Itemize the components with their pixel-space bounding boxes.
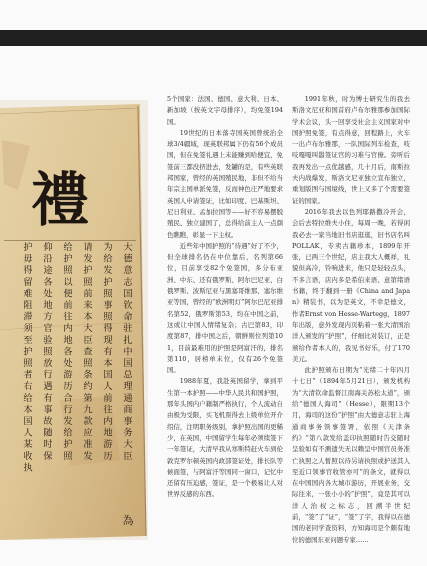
paragraph: 此护照颁布日期为“光绪二十年四月十七日”（1894年5月21日），颁发机构为“大清钦命监督江南海关苏松太道”，颁给“德国人海司”（Hesse），限期13个月，海司的这份“护照”由大德意志驻上海通商事务领事签署，依照《天津条约》“第八款发给盖印执照随时告交随时呈验如有不测遗失无以赖呈中国官员务准亡执照之人暂照以待另请执照或护送其人至近口领事官收管亦可”的条文，就得以在中国国内各大城市游历，开展业务，交际往来，一张小小的“护照”，竟是其可以洋人治权之标志，回溯半世纪前，“签”了“证”，“签”了字，我得以在德国的老同学查资料，方知海司是个颇有地位的德国东亚问题专家……	[292, 366, 410, 544]
svg-text:发: 发	[83, 253, 93, 265]
svg-text:地: 地	[43, 300, 53, 311]
svg-text:第: 第	[83, 392, 93, 404]
svg-text:有: 有	[43, 392, 53, 404]
svg-text:臣: 臣	[83, 334, 93, 346]
svg-text:随: 随	[43, 427, 53, 439]
svg-text:约: 约	[83, 381, 93, 393]
svg-text:有: 有	[103, 346, 113, 358]
svg-text:大: 大	[123, 439, 133, 451]
svg-text:事: 事	[123, 416, 133, 427]
svg-text:臣: 臣	[123, 450, 133, 462]
svg-text:现: 现	[103, 334, 113, 346]
svg-text:某: 某	[23, 439, 33, 451]
svg-text:给: 给	[63, 242, 73, 253]
document-text-column	[43, 241, 53, 462]
svg-text:方: 方	[43, 311, 53, 323]
svg-text:右: 右	[23, 381, 33, 393]
svg-text:游: 游	[103, 439, 113, 451]
passport-document-photo	[0, 100, 148, 540]
svg-text:前: 前	[83, 288, 93, 300]
svg-text:难: 难	[23, 288, 33, 300]
document-text-column	[83, 241, 93, 462]
svg-text:人: 人	[23, 427, 33, 439]
svg-text:志: 志	[123, 276, 133, 288]
svg-text:途: 途	[43, 265, 53, 277]
svg-text:准: 准	[83, 439, 93, 451]
svg-text:处: 处	[43, 288, 53, 300]
svg-text:人: 人	[103, 381, 113, 393]
svg-text:沿: 沿	[43, 253, 53, 265]
svg-text:处: 处	[63, 358, 73, 369]
svg-text:事: 事	[103, 300, 113, 311]
svg-text:滞: 滞	[23, 311, 33, 323]
svg-text:本: 本	[103, 358, 113, 369]
svg-text:仰: 仰	[43, 242, 53, 253]
svg-text:本: 本	[83, 311, 93, 323]
svg-text:扎: 扎	[123, 334, 133, 346]
svg-text:以: 以	[63, 276, 73, 288]
svg-text:护: 护	[63, 253, 73, 265]
document-text-column	[103, 241, 113, 462]
svg-text:国: 国	[123, 358, 133, 369]
svg-text:遇: 遇	[43, 381, 53, 393]
svg-text:前: 前	[63, 300, 73, 311]
svg-text:德: 德	[123, 253, 133, 265]
svg-text:得: 得	[23, 265, 33, 277]
svg-text:历: 历	[103, 450, 113, 462]
svg-text:务: 务	[123, 427, 133, 439]
svg-text:钦: 钦	[123, 300, 133, 311]
svg-text:各: 各	[43, 276, 53, 288]
document-text-column	[63, 241, 73, 462]
svg-text:请: 请	[83, 242, 93, 253]
svg-text:给: 给	[63, 427, 73, 439]
svg-text:前: 前	[103, 392, 113, 404]
svg-text:行: 行	[43, 369, 53, 381]
svg-text:护: 护	[23, 242, 33, 253]
svg-text:来: 来	[83, 300, 93, 311]
svg-text:照: 照	[103, 288, 113, 300]
svg-text:游: 游	[63, 369, 73, 381]
svg-text:通: 通	[123, 392, 133, 404]
svg-text:执: 执	[23, 462, 33, 474]
svg-text:发: 发	[103, 265, 113, 277]
svg-text:总: 总	[123, 369, 133, 381]
svg-text:阻: 阻	[23, 300, 33, 311]
svg-text:护: 护	[103, 276, 113, 288]
svg-text:国: 国	[23, 416, 33, 427]
article-column-left	[167, 94, 283, 501]
svg-text:命: 命	[123, 311, 133, 323]
svg-text:内: 内	[103, 416, 113, 427]
paragraph: 5个国家：法国、德国、意大利、日本、新加坡（按英文字母排序），均免签194国。	[167, 95, 283, 126]
svg-text:护: 护	[63, 439, 73, 451]
svg-text:为: 为	[103, 242, 113, 253]
svg-text:驻: 驻	[123, 323, 133, 335]
svg-text:地: 地	[103, 427, 113, 439]
paragraph: 1988年夏，我赴英国留学，拿到平生第一本护照——中华人民共和国护照，那年头国内户籍制严格执行，个人流动自由极为受限，买飞机票得去上级单位开介绍信，注明职务级别，拿护照出国的更稀少，在英国，中国留学生每年必须续签下一年签证，大清早我从寒斯特赶火车到伦敦克罗尔顿英国内政部签证处，排长队等候面签，与阿富汗等国同一窗口，记忆中还留有压迫感，签证，是一个极易让人对世界反感的东西。	[167, 377, 283, 499]
svg-text:照: 照	[103, 311, 113, 323]
svg-text:行: 行	[63, 404, 73, 416]
svg-text:照: 照	[23, 358, 33, 369]
svg-text:照: 照	[83, 358, 93, 369]
svg-text:给: 给	[103, 253, 113, 265]
svg-text:须: 须	[23, 323, 33, 335]
svg-text:内: 内	[63, 323, 73, 335]
svg-text:理: 理	[123, 381, 133, 393]
paragraph: 近些年中国护照的“待遇”好了不少，但全球排名仍在中位靠后，名列第66位，目前享受82个免签国，多分布亚洲、中东、还有俄罗斯、阿尔巴尼亚、白俄罗斯、波斯尼亚与黑塞哥维那、塞尔维亚等国，曾经的“欧洲明灯”阿尔巴尼亚排名第52，俄罗斯第53，均在中国之前，这或让中国人情绪复杂；古巴第83，印度第87，排中国之后，朝鲜则位列第101，目前最难用的护照是阿富汗的，排名第110，居榜单末位，仅有26个免签国。	[167, 241, 283, 375]
svg-text:商: 商	[123, 404, 133, 416]
svg-text:发: 发	[83, 450, 93, 462]
svg-text:历: 历	[63, 381, 73, 393]
svg-text:大: 大	[83, 323, 93, 335]
svg-text:地: 地	[63, 334, 73, 346]
document-text-column	[123, 241, 133, 462]
svg-text:留: 留	[23, 276, 33, 288]
paragraph: 1991年秋，时为博士研究生的我去斯洛文尼亚和国首府卢布尔雅那参加国际学术会议，头一回享受社会主义国家对中国护照免签，有点得意，回程路上，火车一出卢布尔雅那，一队国际列车检查，吱吱嘎嘎叫嚣签证官的习难与官僚。旁听后我再发出一点优越感，几十月后，南斯拉夫内战爆发，斯洛文尼亚独立宣布独立，重划版图与国境线，世上又多了个需要签证的国家。	[292, 95, 410, 205]
svg-text:收: 收	[23, 450, 33, 462]
svg-text:毋: 毋	[23, 253, 33, 265]
svg-text:官: 官	[43, 323, 53, 335]
svg-text:本: 本	[23, 404, 33, 416]
header-band	[0, 30, 427, 46]
svg-text:照: 照	[63, 265, 73, 277]
svg-text:九: 九	[83, 404, 93, 416]
svg-text:事: 事	[43, 404, 53, 416]
seal-character: 禮	[30, 166, 90, 234]
svg-text:国: 国	[103, 369, 113, 381]
paragraph: 19世纪的日本落寺国英国曾统治全球3/4疆域，现英联邦属下仍有56个成员国，但在免签礼遇上未能赚到哈便宜，免签前三都没挤进去，发罐的是，有些英联邦国家，曾经的英国殖民地，非但不给当年宗主国单派免签，反而神色庄严地要求英国人申请签证，比如印度、巴基斯坦、尼日利亚、孟加拉国等——好不容易摆脱殖民、独立建国了，总得给前主人一点颜色瞧瞧，彰显一下主权。	[167, 128, 283, 239]
document-text-column	[23, 241, 33, 473]
svg-text:得: 得	[103, 323, 113, 335]
svg-text:发: 发	[63, 416, 73, 427]
svg-text:验: 验	[43, 334, 53, 346]
article-column-right	[292, 94, 410, 546]
svg-text:便: 便	[63, 288, 73, 300]
svg-text:查: 查	[83, 346, 93, 358]
svg-text:保: 保	[43, 450, 53, 462]
svg-text:条: 条	[83, 369, 93, 381]
svg-text:护: 护	[83, 265, 93, 277]
svg-text:国: 国	[123, 288, 133, 300]
svg-text:照: 照	[83, 276, 93, 288]
document-corner-mark: 為	[122, 514, 134, 527]
svg-text:照: 照	[63, 450, 73, 462]
svg-text:大: 大	[123, 242, 133, 253]
svg-text:放: 放	[43, 358, 53, 369]
svg-text:中: 中	[123, 346, 133, 358]
svg-text:意: 意	[123, 265, 133, 277]
svg-text:各: 各	[63, 346, 73, 358]
svg-text:应: 应	[83, 427, 93, 439]
svg-text:往: 往	[103, 404, 113, 416]
paragraph: 2016年我去以色列耶路撒冷开会，会后去特拉维夫小住，每周一晚，若得闲我必去一家当地旧书店逛逛，旧书店名叫POLLAK，专卖古籍珍本，1899年开张，已两三个世纪，店主我大人概祥，礼貌但高冷，铃响进来，他只是轻轻点头，不多言语，店内多是希伯来语、意第绪语书籍，终于翻到一册《China and Japan》精装书，以为是英文，不幸是德文，作者Ernst von Hesse-Wartegg，1897年出版，意外发现内页粘着一张大清国治洋人颁发的“护照”，仔细比对装订，正是颁给作者本人的，我见书好乐，付了170美元。	[292, 207, 410, 363]
svg-text:给: 给	[23, 392, 33, 404]
svg-text:至: 至	[23, 334, 33, 346]
svg-text:时: 时	[43, 439, 53, 451]
svg-text:护: 护	[23, 346, 33, 358]
svg-text:照: 照	[43, 346, 53, 358]
svg-text:故: 故	[43, 416, 53, 427]
svg-text:合: 合	[63, 392, 73, 404]
svg-text:者: 者	[23, 369, 33, 381]
svg-text:往: 往	[63, 311, 73, 323]
svg-text:款: 款	[83, 416, 93, 427]
